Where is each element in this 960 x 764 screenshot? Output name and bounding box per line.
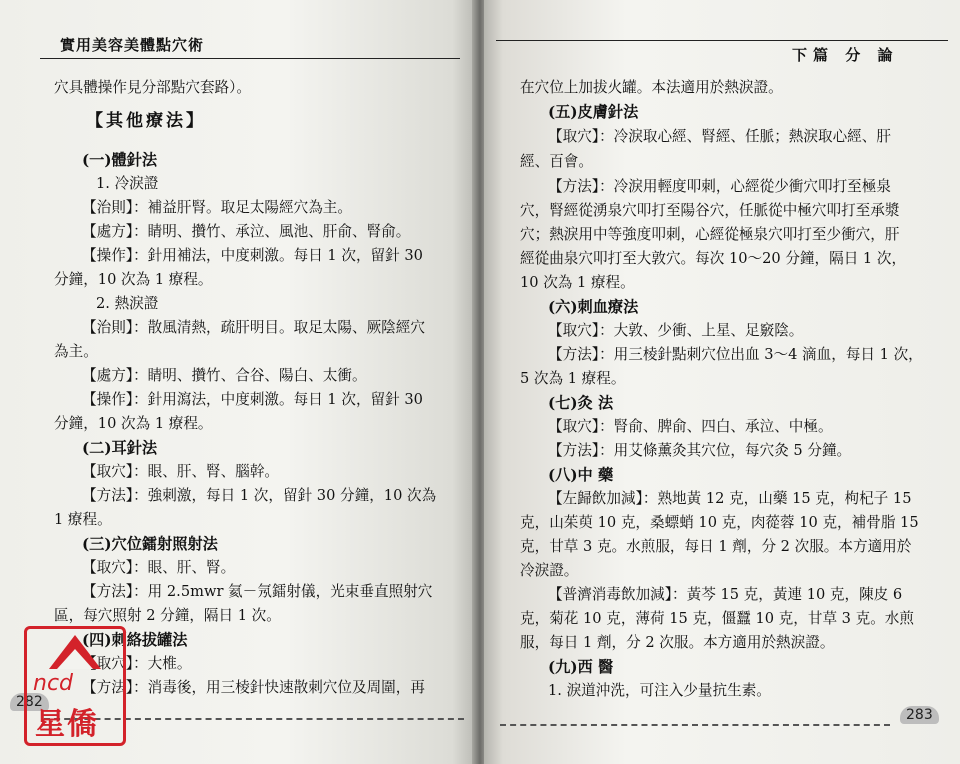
right-line-19: 克，甘草 3 克。水煎服，每日 1 劑，分 2 次服。本方適用於 bbox=[520, 538, 912, 555]
left-page-number: 282 bbox=[10, 693, 49, 711]
left-line-5: 【處方】：睛明、攢竹、承泣、風池、肝俞、腎俞。 bbox=[82, 223, 411, 240]
right-line-0: 在穴位上加拔火罐。本法適用於熱淚證。 bbox=[520, 79, 783, 96]
left-line-22: (四)刺絡拔罐法 bbox=[82, 631, 188, 649]
left-line-15: 【取穴】：眼、肝、腎、腦幹。 bbox=[82, 463, 280, 480]
left-line-0: 穴具體操作見分部點穴套路）。 bbox=[54, 79, 252, 96]
left-line-4: 【治則】：補益肝腎。取足太陽經穴為主。 bbox=[82, 199, 352, 216]
right-line-1: (五)皮膚針法 bbox=[548, 103, 639, 121]
right-line-23: 服，每日 1 劑，分 2 次服。本方適用於熱淚證。 bbox=[520, 634, 835, 651]
left-line-12: 【操作】：針用瀉法，中度刺激。每日 1 次，留針 30 bbox=[82, 391, 423, 408]
right-line-21: 【普濟消毒飲加減】：黃芩 15 克，黃連 10 克，陳皮 6 bbox=[548, 586, 903, 603]
right-line-25: 1. 淚道沖洗，可注入少量抗生素。 bbox=[548, 682, 771, 699]
right-line-6: 穴；熱淚用中等強度叩刺，心經從極泉穴叩打至少衝穴，肝 bbox=[520, 226, 900, 243]
left-line-19: 【取穴】：眼、肝、腎。 bbox=[82, 559, 236, 576]
left-line-6: 【操作】：針用補法，中度刺激。每日 1 次，留針 30 bbox=[82, 247, 423, 264]
right-line-9: (六)刺血療法 bbox=[548, 298, 639, 316]
left-line-9: 【治則】：散風清熱，疏肝明目。取足太陽、厥陰經穴 bbox=[82, 319, 425, 336]
left-line-8: 2. 熱淚證 bbox=[96, 295, 159, 312]
right-line-24: (九)西 醫 bbox=[548, 658, 614, 676]
right-line-16: (八)中 藥 bbox=[548, 466, 614, 484]
left-line-3: 1. 冷淚證 bbox=[96, 175, 159, 192]
left-line-24: 【方法】：消毒後，用三棱針快速散刺穴位及周圍，再 bbox=[82, 679, 425, 696]
right-line-8: 10 次為 1 療程。 bbox=[520, 274, 635, 291]
left-line-23: 【取穴】：大椎。 bbox=[82, 655, 192, 672]
stamp-text-name: 星僑 bbox=[35, 707, 99, 742]
right-line-17: 【左歸飲加減】：熟地黃 12 克，山藥 15 克，枸杞子 15 bbox=[548, 490, 912, 507]
right-line-18: 克，山茱萸 10 克，桑螵蛸 10 克，肉蓯蓉 10 克，補骨脂 15 bbox=[520, 514, 919, 531]
left-section-title: 【其他療法】 bbox=[86, 111, 206, 131]
right-line-7: 經從曲泉穴叩打至大敦穴。每次 10～20 分鐘，隔日 1 次， bbox=[520, 250, 907, 267]
left-running-header: 實用美容美體點穴術 bbox=[60, 36, 205, 54]
left-line-2: (一)體針法 bbox=[82, 151, 158, 169]
right-line-22: 克，菊花 10 克，薄荷 15 克，僵蠶 10 克，甘草 3 克。水煎 bbox=[520, 610, 914, 627]
left-line-7: 分鐘，10 次為 1 療程。 bbox=[54, 271, 213, 288]
stamp-text-ncd: ncd bbox=[33, 671, 74, 696]
left-line-20: 【方法】：用 2.5mwr 氦－氖鐳射儀，光束垂直照射穴 bbox=[82, 583, 433, 600]
right-line-11: 【方法】：用三棱針點刺穴位出血 3～4 滴血，每日 1 次， bbox=[548, 346, 923, 363]
right-line-2: 【取穴】：冷淚取心經、腎經、任脈；熱淚取心經、肝 bbox=[548, 128, 891, 145]
right-line-13: (七)灸 法 bbox=[548, 394, 614, 412]
right-header-rule bbox=[496, 40, 948, 41]
right-line-15: 【方法】：用艾條薰灸其穴位，每穴灸 5 分鐘。 bbox=[548, 442, 852, 459]
left-line-11: 【處方】：睛明、攢竹、合谷、陽白、太衝。 bbox=[82, 367, 367, 384]
right-line-3: 經、百會。 bbox=[520, 153, 593, 170]
right-line-10: 【取穴】：大敦、少衝、上星、足竅陰。 bbox=[548, 322, 804, 339]
right-footer-dashes bbox=[500, 724, 890, 726]
left-line-17: 1 療程。 bbox=[54, 511, 112, 528]
right-line-14: 【取穴】：腎俞、脾俞、四白、承泣、中極。 bbox=[548, 418, 833, 435]
right-line-4: 【方法】：冷淚用輕度叩刺，心經從少衝穴叩打至極泉 bbox=[548, 178, 891, 195]
right-line-12: 5 次為 1 療程。 bbox=[520, 370, 626, 387]
left-line-10: 為主。 bbox=[54, 343, 98, 360]
right-running-header: 下篇 分 論 bbox=[792, 46, 899, 64]
watermark-stamp bbox=[24, 626, 126, 746]
left-header-rule bbox=[40, 58, 460, 59]
left-line-13: 分鐘，10 次為 1 療程。 bbox=[54, 415, 213, 432]
left-page bbox=[0, 0, 476, 764]
left-line-21: 區，每穴照射 2 分鐘，隔日 1 次。 bbox=[54, 607, 281, 624]
left-line-18: (三)穴位鐳射照射法 bbox=[82, 535, 218, 553]
right-line-5: 穴，腎經從湧泉穴叩打至陽谷穴，任脈從中極穴叩打至承漿 bbox=[520, 202, 900, 219]
stamp-triangle-inner bbox=[57, 649, 93, 669]
right-line-20: 冷淚證。 bbox=[520, 562, 579, 579]
left-line-14: (二)耳針法 bbox=[82, 439, 158, 457]
left-line-16: 【方法】：強刺激，每日 1 次，留針 30 分鐘，10 次為 bbox=[82, 487, 437, 504]
right-page-number: 283 bbox=[900, 706, 939, 724]
